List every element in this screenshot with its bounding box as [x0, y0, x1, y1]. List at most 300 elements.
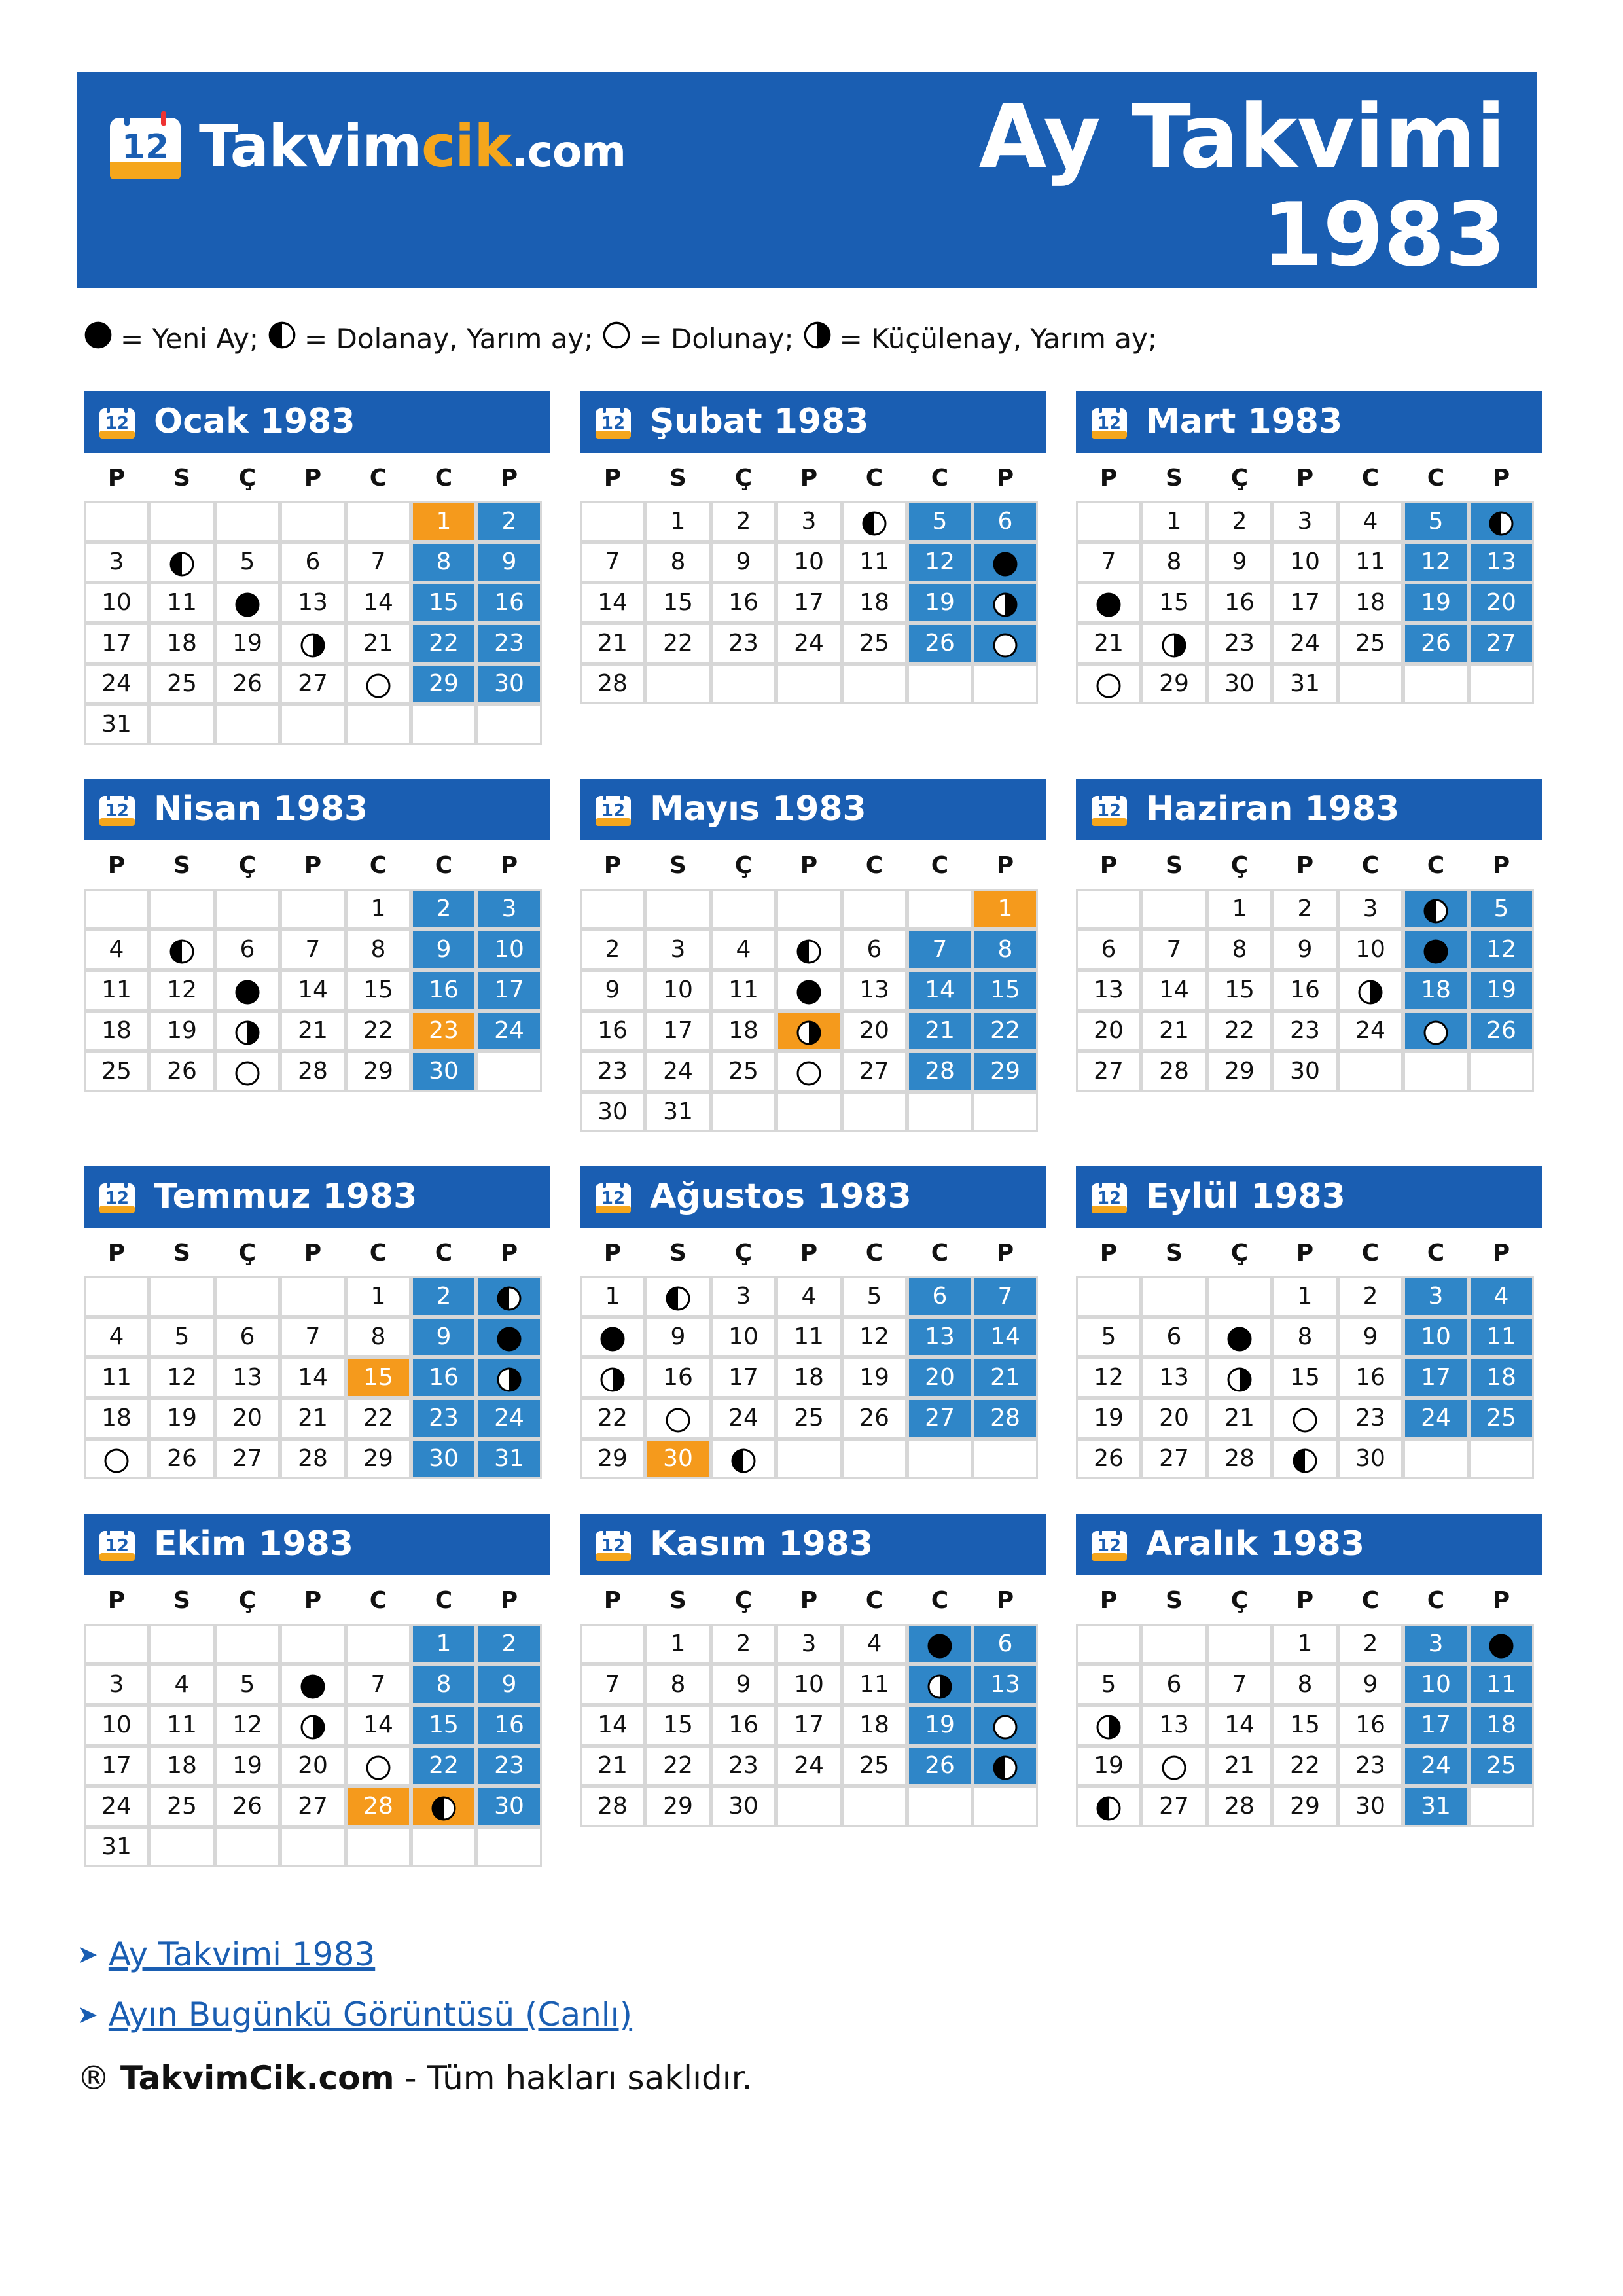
empty-day-cell: [972, 1786, 1038, 1827]
empty-day-cell: [907, 1092, 972, 1132]
weekday-label: P: [107, 465, 126, 492]
weekday-label: Ç: [238, 1587, 257, 1614]
moon-calendar-link[interactable]: Ay Takvimi 1983: [108, 1935, 376, 1973]
day-cell: 9: [1338, 1664, 1403, 1705]
weekday-label: C: [865, 1240, 883, 1266]
empty-day-cell: [280, 889, 346, 929]
day-cell: 7: [1076, 542, 1141, 583]
last-quarter-moon-icon: [496, 1372, 522, 1399]
weekday-label: C: [931, 465, 949, 492]
day-cell: 30: [1338, 1439, 1403, 1479]
day-cell: 1: [645, 1624, 711, 1664]
day-cell: 19: [149, 1011, 215, 1051]
day-cell: 5: [907, 501, 972, 542]
svg-text:12: 12: [1097, 1189, 1122, 1208]
day-cell: 26: [907, 623, 972, 664]
day-cell: 24: [711, 1398, 776, 1439]
day-cell: 29: [411, 664, 476, 704]
day-cell: 27: [907, 1398, 972, 1439]
day-cell: 13: [280, 583, 346, 623]
day-cell: [149, 542, 215, 583]
weekday-label: S: [173, 852, 190, 879]
weekday-label: P: [1492, 852, 1510, 879]
weekday-header-row: [84, 1575, 550, 1624]
day-cell: 20: [215, 1398, 280, 1439]
calendar-icon: [594, 404, 632, 448]
calendar-icon: [98, 404, 136, 448]
day-cell: 31: [645, 1092, 711, 1132]
day-cell: 23: [1338, 1746, 1403, 1786]
full-moon-icon: [1423, 1025, 1449, 1052]
empty-day-cell: [149, 704, 215, 745]
empty-day-cell: [1141, 1276, 1207, 1317]
weekday-label: C: [865, 465, 883, 492]
day-cell: 28: [1207, 1439, 1272, 1479]
day-cell: 23: [711, 1746, 776, 1786]
day-cell: 7: [280, 1317, 346, 1357]
first-quarter-moon-icon: [796, 944, 822, 971]
empty-day-cell: [1141, 1624, 1207, 1664]
empty-day-cell: [1141, 889, 1207, 929]
day-cell: 23: [711, 623, 776, 664]
day-cell: 20: [280, 1746, 346, 1786]
empty-day-cell: [280, 704, 346, 745]
day-cell: 19: [149, 1398, 215, 1439]
day-cell: 1: [411, 501, 476, 542]
day-cell: 8: [411, 542, 476, 583]
day-cell: [476, 1276, 542, 1317]
day-cell: 7: [1207, 1664, 1272, 1705]
empty-day-cell: [907, 1786, 972, 1827]
arrow-right-icon: ➤: [77, 2000, 98, 2029]
day-cell: 27: [1141, 1786, 1207, 1827]
empty-day-cell: [84, 889, 149, 929]
empty-day-cell: [1338, 664, 1403, 704]
weekday-header-row: [580, 1575, 1046, 1624]
full-moon-icon: [1292, 1412, 1318, 1439]
day-cell: 22: [411, 1746, 476, 1786]
weekday-label: S: [669, 1587, 687, 1614]
empty-day-cell: [842, 1786, 907, 1827]
empty-day-cell: [280, 1624, 346, 1664]
day-cell: 21: [346, 623, 411, 664]
day-cell: 17: [84, 623, 149, 664]
day-cell: 15: [1141, 583, 1207, 623]
day-cell: 23: [1207, 623, 1272, 664]
weekday-label: C: [435, 1240, 453, 1266]
svg-text:12: 12: [105, 801, 130, 821]
day-cell: 10: [84, 1705, 149, 1746]
day-cell: 23: [411, 1011, 476, 1051]
empty-day-cell: [1076, 501, 1141, 542]
first-quarter-moon-icon: [268, 321, 296, 356]
full-moon-icon: [992, 1719, 1018, 1746]
day-cell: 11: [1469, 1664, 1534, 1705]
empty-day-cell: [907, 889, 972, 929]
day-cell: 6: [215, 1317, 280, 1357]
last-quarter-moon-icon: [992, 597, 1018, 624]
day-cell: 11: [1338, 542, 1403, 583]
empty-day-cell: [215, 1624, 280, 1664]
day-cell: 17: [84, 1746, 149, 1786]
weekday-label: C: [435, 465, 453, 492]
day-cell: 16: [1207, 583, 1272, 623]
day-cell: 14: [580, 583, 645, 623]
day-cell: [776, 970, 842, 1011]
new-moon-icon: [300, 1679, 326, 1706]
day-cell: [215, 583, 280, 623]
empty-day-cell: [907, 1439, 972, 1479]
legend-first-label: = Dolanay, Yarım ay;: [304, 322, 594, 355]
day-cell: 11: [84, 970, 149, 1011]
day-cell: 19: [842, 1357, 907, 1398]
empty-day-cell: [215, 704, 280, 745]
day-cell: 20: [842, 1011, 907, 1051]
day-cell: [1272, 1439, 1338, 1479]
day-cell: 21: [1207, 1398, 1272, 1439]
month-header: [580, 779, 1046, 840]
day-cell: [215, 970, 280, 1011]
day-cell: [1469, 1624, 1534, 1664]
day-cell: 26: [1469, 1011, 1534, 1051]
day-cell: 2: [411, 1276, 476, 1317]
day-cell: 21: [1207, 1746, 1272, 1786]
empty-day-cell: [346, 704, 411, 745]
day-cell: 17: [1403, 1357, 1469, 1398]
day-cell: 29: [346, 1051, 411, 1092]
day-cell: 24: [645, 1051, 711, 1092]
day-cell: 26: [1403, 623, 1469, 664]
calendar-icon: [98, 1527, 136, 1571]
day-cell: 2: [1272, 889, 1338, 929]
weekday-label: S: [1166, 465, 1183, 492]
day-cell: 27: [280, 664, 346, 704]
day-cell: 27: [1469, 623, 1534, 664]
day-cell: 19: [215, 623, 280, 664]
day-cell: 28: [580, 664, 645, 704]
day-cell: 22: [1272, 1746, 1338, 1786]
weekday-label: S: [1166, 852, 1183, 879]
calendar-icon: [594, 1179, 632, 1223]
day-cell: 4: [84, 1317, 149, 1357]
day-cell: 18: [1469, 1705, 1534, 1746]
day-cell: 7: [972, 1276, 1038, 1317]
full-moon-icon: [665, 1412, 691, 1439]
day-cell: 20: [907, 1357, 972, 1398]
day-cell: 25: [1338, 623, 1403, 664]
day-cell: 16: [1338, 1357, 1403, 1398]
day-cell: 11: [776, 1317, 842, 1357]
weekday-header-row: [1076, 840, 1542, 889]
last-quarter-moon-icon: [803, 321, 832, 356]
day-cell: 3: [1338, 889, 1403, 929]
day-cell: 29: [1207, 1051, 1272, 1092]
day-cell: 24: [776, 1746, 842, 1786]
day-cell: 10: [645, 970, 711, 1011]
day-cell: 24: [476, 1011, 542, 1051]
weekday-label: C: [1361, 465, 1380, 492]
weekday-header-row: [580, 840, 1046, 889]
legend-last-label: = Küçülenay, Yarım ay;: [839, 322, 1157, 355]
empty-day-cell: [84, 1276, 149, 1317]
weekday-label: P: [500, 465, 518, 492]
legend-new-label: = Yeni Ay;: [120, 322, 259, 355]
day-cell: 5: [215, 542, 280, 583]
empty-day-cell: [972, 664, 1038, 704]
empty-day-cell: [842, 1092, 907, 1132]
day-cell: 1: [645, 501, 711, 542]
day-cell: 21: [1076, 623, 1141, 664]
new-moon-icon: [599, 1331, 626, 1358]
day-cell: 1: [411, 1624, 476, 1664]
weekday-label: P: [500, 1240, 518, 1266]
empty-day-cell: [1403, 664, 1469, 704]
day-cell: 13: [215, 1357, 280, 1398]
day-cell: 2: [711, 501, 776, 542]
legend-full-label: = Dolunay;: [639, 322, 794, 355]
day-cell: 15: [1272, 1705, 1338, 1746]
day-cell: 20: [1076, 1011, 1141, 1051]
empty-day-cell: [149, 1624, 215, 1664]
month-title: Aralık 1983: [1146, 1524, 1365, 1564]
day-cell: 28: [907, 1051, 972, 1092]
weekday-label: P: [800, 1587, 818, 1614]
day-cell: 24: [776, 623, 842, 664]
day-cell: 22: [411, 623, 476, 664]
day-cell: 26: [149, 1051, 215, 1092]
day-cell: 5: [215, 1664, 280, 1705]
weekday-label: C: [1427, 465, 1445, 492]
day-cell: 9: [411, 1317, 476, 1357]
day-cell: [346, 664, 411, 704]
day-cell: 21: [280, 1398, 346, 1439]
weekday-label: P: [996, 852, 1014, 879]
day-cell: 29: [1272, 1786, 1338, 1827]
day-cell: [1207, 1357, 1272, 1398]
weekday-label: C: [1361, 1240, 1380, 1266]
day-cell: 4: [842, 1624, 907, 1664]
link-row: [77, 1984, 632, 2045]
logo-text-main: Takvim: [199, 112, 421, 180]
empty-day-cell: [580, 1624, 645, 1664]
weekday-label: P: [1296, 1587, 1314, 1614]
month-header: [580, 1514, 1046, 1575]
day-cell: 13: [907, 1317, 972, 1357]
day-cell: 19: [907, 1705, 972, 1746]
first-quarter-moon-icon: [169, 944, 195, 971]
day-cell: 10: [711, 1317, 776, 1357]
last-quarter-moon-icon: [927, 1679, 953, 1706]
weekday-label: S: [173, 1587, 190, 1614]
day-cell: 9: [476, 1664, 542, 1705]
weekday-label: P: [1296, 852, 1314, 879]
day-cell: 11: [842, 542, 907, 583]
svg-text:12: 12: [601, 801, 626, 821]
day-cell: 17: [711, 1357, 776, 1398]
empty-day-cell: [1403, 1051, 1469, 1092]
first-quarter-moon-icon: [431, 1801, 457, 1827]
svg-text:12: 12: [601, 414, 626, 433]
day-cell: 5: [1076, 1664, 1141, 1705]
day-cell: 15: [645, 583, 711, 623]
day-cell: 16: [711, 583, 776, 623]
day-cell: 18: [149, 1746, 215, 1786]
svg-text:12: 12: [105, 414, 130, 433]
day-cell: 2: [476, 1624, 542, 1664]
day-cell: 13: [1469, 542, 1534, 583]
day-cell: 22: [645, 1746, 711, 1786]
empty-day-cell: [645, 664, 711, 704]
full-moon-icon: [234, 1066, 260, 1092]
day-cell: 29: [346, 1439, 411, 1479]
day-cell: 24: [476, 1398, 542, 1439]
day-cell: [907, 1664, 972, 1705]
first-quarter-moon-icon: [730, 1453, 757, 1480]
day-cell: 28: [280, 1439, 346, 1479]
day-cell: 4: [711, 929, 776, 970]
day-cell: 17: [1403, 1705, 1469, 1746]
day-cell: 2: [1338, 1624, 1403, 1664]
day-cell: 12: [1469, 929, 1534, 970]
day-cell: 26: [215, 664, 280, 704]
day-cell: 12: [1403, 542, 1469, 583]
weekday-label: P: [1492, 465, 1510, 492]
day-cell: [776, 1011, 842, 1051]
day-cell: 27: [1141, 1439, 1207, 1479]
day-cell: 14: [1141, 970, 1207, 1011]
svg-text:12: 12: [121, 128, 169, 167]
weekday-label: P: [1492, 1587, 1510, 1614]
month-title: Ocak 1983: [154, 402, 355, 441]
first-quarter-moon-icon: [665, 1291, 691, 1318]
day-cell: 16: [580, 1011, 645, 1051]
day-cell: 3: [776, 1624, 842, 1664]
empty-day-cell: [580, 501, 645, 542]
day-cell: 4: [149, 1664, 215, 1705]
empty-day-cell: [776, 1786, 842, 1827]
day-cell: 3: [476, 889, 542, 929]
day-cell: [645, 1398, 711, 1439]
moon-today-live-link[interactable]: Ayın Bugünkü Görüntüsü (Canlı): [108, 1996, 633, 2034]
day-cell: 16: [1338, 1705, 1403, 1746]
month-header: [1076, 391, 1542, 453]
day-cell: 13: [972, 1664, 1038, 1705]
day-cell: [972, 623, 1038, 664]
weekday-label: Ç: [1230, 852, 1249, 879]
day-cell: 15: [645, 1705, 711, 1746]
weekday-label: P: [500, 852, 518, 879]
day-cell: 27: [215, 1439, 280, 1479]
day-cell: 7: [346, 542, 411, 583]
day-cell: 8: [1207, 929, 1272, 970]
first-quarter-moon-icon: [861, 516, 887, 543]
first-quarter-moon-icon: [1488, 516, 1514, 543]
day-cell: 31: [1403, 1786, 1469, 1827]
first-quarter-moon-icon: [496, 1291, 522, 1318]
day-cell: 29: [972, 1051, 1038, 1092]
day-cell: [280, 623, 346, 664]
day-cell: 18: [1403, 970, 1469, 1011]
weekday-label: P: [1492, 1240, 1510, 1266]
day-cell: [972, 542, 1038, 583]
full-moon-icon: [365, 1760, 391, 1787]
day-cell: 17: [776, 1705, 842, 1746]
day-cell: [776, 1051, 842, 1092]
copyright-text: - Tüm hakları saklıdır.: [404, 2059, 753, 2097]
day-cell: [1141, 1746, 1207, 1786]
day-cell: 4: [1338, 501, 1403, 542]
empty-day-cell: [215, 501, 280, 542]
site-logo[interactable]: [106, 110, 626, 182]
day-cell: 8: [1272, 1664, 1338, 1705]
calendar-icon: [1090, 1527, 1128, 1571]
day-cell: 6: [1076, 929, 1141, 970]
day-cell: [972, 1746, 1038, 1786]
day-cell: 19: [907, 583, 972, 623]
day-cell: 30: [645, 1439, 711, 1479]
month-title: Kasım 1983: [650, 1524, 874, 1564]
weekday-label: Ç: [1230, 1587, 1249, 1614]
day-cell: 2: [580, 929, 645, 970]
day-cell: 9: [1207, 542, 1272, 583]
day-cell: 31: [84, 704, 149, 745]
day-cell: 24: [84, 664, 149, 704]
day-cell: [1207, 1317, 1272, 1357]
day-cell: 21: [580, 1746, 645, 1786]
day-cell: 14: [346, 1705, 411, 1746]
month-header: [84, 779, 550, 840]
svg-text:12: 12: [1097, 414, 1122, 433]
day-cell: 14: [907, 970, 972, 1011]
weekday-label: P: [800, 1240, 818, 1266]
new-moon-icon: [1488, 1638, 1514, 1665]
day-cell: 23: [1338, 1398, 1403, 1439]
day-cell: 18: [84, 1011, 149, 1051]
day-cell: [1469, 501, 1534, 542]
day-cell: [1076, 1705, 1141, 1746]
day-cell: 30: [411, 1439, 476, 1479]
weekday-label: P: [304, 852, 322, 879]
day-cell: 2: [1207, 501, 1272, 542]
day-cell: 18: [776, 1357, 842, 1398]
copyright-brand: TakvimCik.com: [120, 2059, 395, 2097]
day-cell: 3: [84, 1664, 149, 1705]
first-quarter-moon-icon: [1423, 903, 1449, 930]
last-quarter-moon-icon: [599, 1372, 626, 1399]
last-quarter-moon-icon: [300, 637, 326, 664]
empty-day-cell: [346, 1624, 411, 1664]
day-cell: 31: [476, 1439, 542, 1479]
day-cell: 29: [645, 1786, 711, 1827]
day-cell: 1: [1141, 501, 1207, 542]
day-cell: 8: [972, 929, 1038, 970]
day-cell: 16: [711, 1705, 776, 1746]
empty-day-cell: [149, 1827, 215, 1867]
empty-day-cell: [1207, 1624, 1272, 1664]
day-cell: [1403, 929, 1469, 970]
day-cell: 30: [711, 1786, 776, 1827]
empty-day-cell: [215, 889, 280, 929]
day-cell: 21: [972, 1357, 1038, 1398]
calendar-icon: [1090, 792, 1128, 836]
weekday-label: P: [1099, 1587, 1118, 1614]
day-cell: 24: [1403, 1398, 1469, 1439]
empty-day-cell: [280, 1827, 346, 1867]
svg-text:12: 12: [105, 1189, 130, 1208]
day-cell: 31: [1272, 664, 1338, 704]
month-header: [580, 1166, 1046, 1228]
day-cell: 30: [1272, 1051, 1338, 1092]
